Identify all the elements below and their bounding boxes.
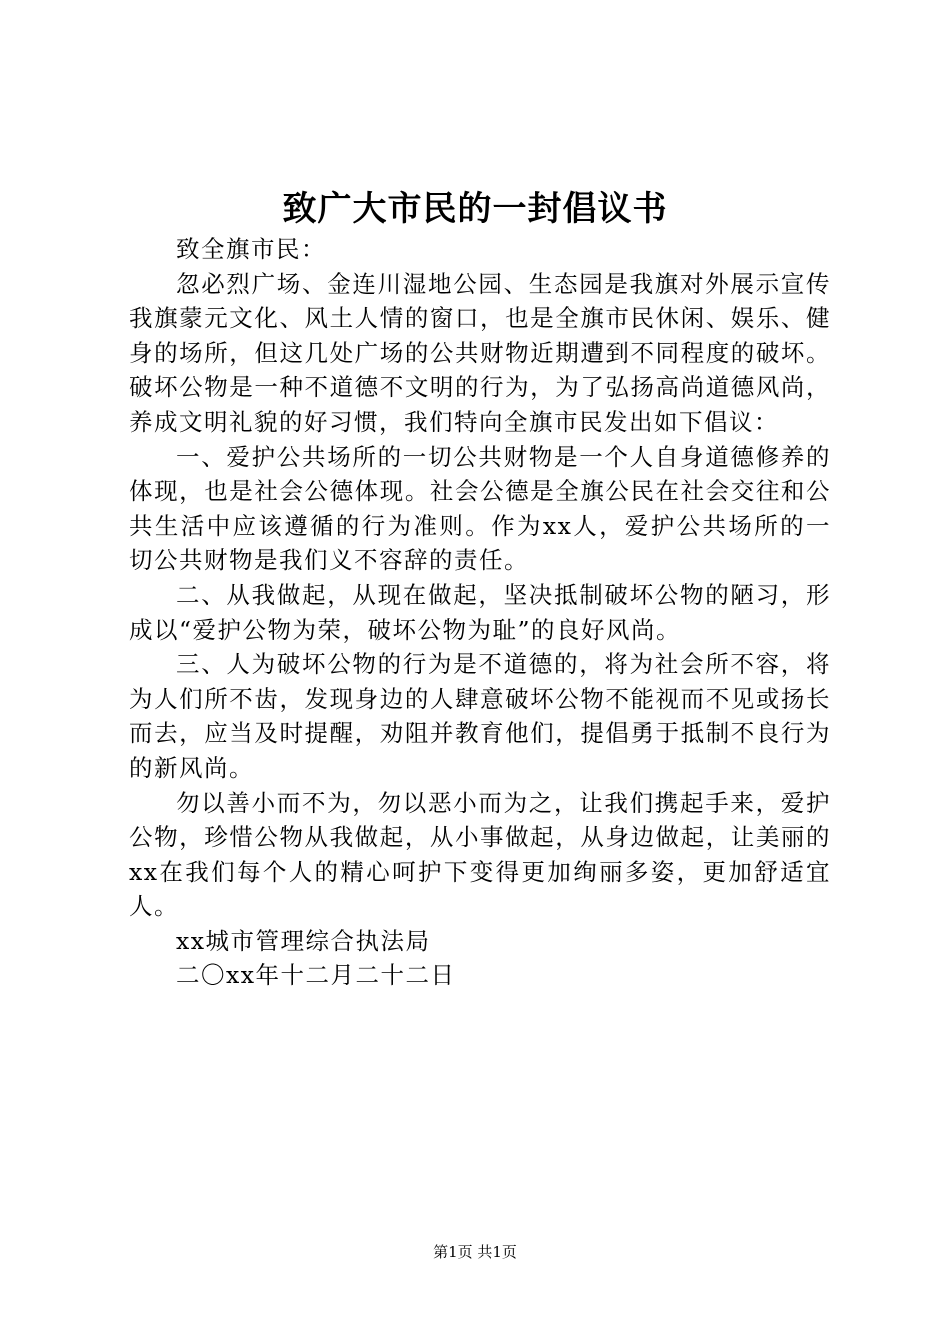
document-date: 二〇xx年十二月二十二日 <box>176 961 456 990</box>
document-title: 致广大市民的一封倡议书 <box>282 189 668 229</box>
paragraph-intro: 忽必烈广场、金连川湿地公园、生态园是我旗对外展示宣传我旗蒙元文化、风土人情的窗口，也是全旗市民休闲、娱乐、健身的场所，但这几处广场的公共财物近期遭到不同程度的破坏。破坏公物是一种不道德不文明的行为，为了弘扬高尚道德风尚，养成文明礼貌的好习惯，我们特向全旗市民发出如下倡议： <box>129 269 831 436</box>
signature: xx城市管理综合执法局 <box>176 926 431 955</box>
paragraph-proposal-2: 二、从我做起，从现在做起，坚决抵制破坏公物的陋习，形成以“爱护公物为荣，破坏公物为耻”的良好风尚。 <box>129 580 831 644</box>
page-number: 第1页 共1页 <box>433 1243 517 1261</box>
paragraph-closing: 勿以善小而不为，勿以恶小而为之，让我们携起手来，爱护公物，珍惜公物从我做起，从小事做起，从身边做起，让美丽的xx在我们每个人的精心呵护下变得更加绚丽多姿，更加舒适宜人。 <box>129 788 831 921</box>
salutation: 致全旗市民： <box>176 235 326 263</box>
paragraph-proposal-3: 三、人为破坏公物的行为是不道德的，将为社会所不容，将为人们所不齿，发现身边的人肆意破坏公物不能视而不见或扬长而去，应当及时提醒，劝阻并教育他们，提倡勇于抵制不良行为的新风尚。 <box>129 650 831 782</box>
paragraph-proposal-1: 一、爱护公共场所的一切公共财物是一个人自身道德修养的体现，也是社会公德体现。社会公德是全旗公民在社会交往和公共生活中应该遵循的行为准则。作为xx人，爱护公共场所的一切公共财物是我们义不容辞的责任。 <box>129 442 831 575</box>
document-body <box>129 232 831 993</box>
